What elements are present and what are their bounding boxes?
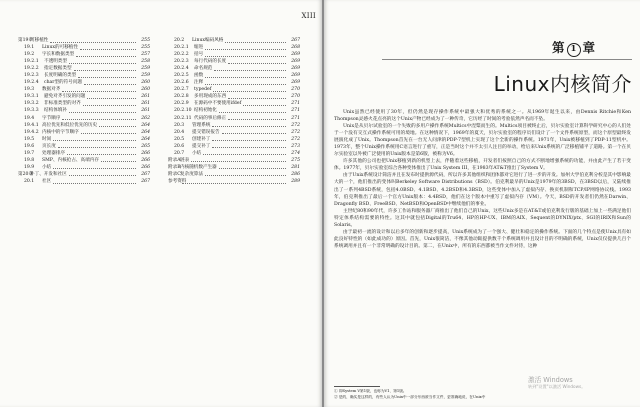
- toc-entry-number: 20.2.4: [174, 66, 189, 72]
- toc-entry: [168, 37, 300, 44]
- toc-leader-dots: [78, 77, 136, 78]
- toc-entry: [168, 100, 300, 107]
- toc-entry-number: 19.8: [24, 157, 35, 163]
- toc-entry-page: 261: [141, 108, 150, 114]
- chapter-divider: [382, 59, 632, 60]
- toc-entry-number: 19.2.1: [24, 59, 39, 65]
- toc-entry-title: 数据对齐: [42, 87, 61, 93]
- chapter-number-badge: 1: [567, 43, 581, 57]
- toc-entry-title: 括号: [194, 52, 204, 58]
- toc-entry: [18, 136, 150, 143]
- footnote: ② 是的，确实是这样的，有些人认为Unix中一部分东西被当作文件，更准确地说，在Unix中: [334, 394, 486, 399]
- toc-leader-dots: [80, 49, 136, 50]
- toc-entry: [18, 107, 150, 114]
- toc-entry: [18, 79, 150, 86]
- watermark-subtitle: 转到"设置"以激活 Windows。: [528, 384, 586, 389]
- toc-entry-page: 267: [141, 171, 150, 177]
- toc-entry-page: 266: [141, 157, 150, 163]
- toc-entry: [168, 178, 300, 185]
- chapter-label: [552, 38, 595, 57]
- footnote-divider: [334, 386, 380, 387]
- toc-entry-title: 处理器排序: [42, 150, 65, 156]
- toc-leader-dots: [58, 147, 136, 148]
- toc-entry-title: 补丁、开发和社区: [30, 171, 67, 177]
- footnote: ① 即System V第1版，也称为V1、第1版。: [334, 389, 407, 393]
- toc-entry: [168, 129, 300, 136]
- toc-entry-number: 19.4: [24, 115, 35, 121]
- toc-entry-page: 289: [291, 178, 300, 184]
- toc-entry-number: 19.2.4: [24, 80, 39, 86]
- toc-entry-title: 字长和数据类型: [42, 52, 75, 58]
- toc-entry-page: 272: [291, 129, 300, 135]
- toc-entry-title: 提交错误报告: [192, 129, 220, 135]
- toc-entry-title: 结构体填补: [44, 108, 67, 114]
- body-paragraph: Unix是从贝尔试验室的一个失败的多用户操作系统Multics中涅槃而生的。Multics项目被终止后，贝尔实验室计算科学研究中心的人们处于一个没有交互式操作系统可用的境地。在这种情况下，1969年的夏天，贝尔实验室的程序员们设计了一个文件系统原型，而这个原型最终发展演化成了Unix。Thompson首先在一台无人问津的PDP-7型机上实现了这个全新的操作系统。1971年，Unix被移植到了PDP-11型机中。1973年，整个Unix操作系统用C语言进行了重写，正是当时这个并不太引人注目的举动，给后来Unix系统的广泛移植铺平了道路。第一个在贝尔实验室以外被广泛使用的Unix版本是第6版，被称为V6。: [334, 124, 631, 158]
- toc-entry: [18, 150, 150, 157]
- page-number: XIII: [301, 12, 316, 20]
- toc-entry: [168, 51, 300, 58]
- toc-entry: [18, 171, 150, 178]
- toc-entry-page: 281: [291, 164, 300, 170]
- toc-entry-title: 每行代码的长度: [194, 59, 227, 65]
- toc-entry-title: 长度明确的类型: [44, 73, 77, 79]
- toc-entry-page: 270: [291, 87, 300, 93]
- toc-entry: [168, 171, 300, 178]
- toc-entry: [18, 143, 150, 150]
- toc-leader-dots: [205, 49, 286, 50]
- toc-entry-number: 19.2: [24, 52, 35, 58]
- toc-entry-number: 20.5: [174, 136, 185, 142]
- toc-entry-title: 避免对齐引发的问题: [44, 94, 86, 100]
- toc-entry-page: 255: [141, 45, 150, 51]
- toc-entry-page: 258: [141, 59, 150, 65]
- toc-leader-dots: [62, 119, 136, 120]
- toc-leader-dots: [84, 84, 136, 85]
- toc-entry-title: 小结: [192, 150, 202, 156]
- toc-entry-number: 20.1: [24, 178, 35, 184]
- chapter-title: Linux内核简介: [493, 72, 632, 96]
- toc-entry-title: 页长度: [42, 143, 56, 149]
- toc-leader-dots: [76, 56, 136, 57]
- toc-entry-page: 260: [141, 80, 150, 86]
- toc-entry-title: 管理系统: [192, 122, 211, 128]
- toc-entry-number: 20.2.5: [174, 73, 189, 79]
- toc-entry-page: 270: [291, 94, 300, 100]
- toc-entry-title: 指定数据类型: [44, 66, 72, 72]
- toc-entry: [18, 178, 150, 185]
- toc-leader-dots: [205, 77, 286, 78]
- toc-entry: [168, 150, 300, 157]
- toc-leader-dots: [69, 175, 136, 176]
- toc-leader-dots: [83, 105, 136, 106]
- toc-leader-dots: [219, 168, 286, 169]
- toc-entry: [18, 93, 150, 100]
- toc-entry-number: 20.2.7: [174, 87, 189, 93]
- toc-entry-page: 264: [141, 129, 150, 135]
- toc-entry-title: 内核随机数产生器: [180, 164, 217, 170]
- toc-entry: [168, 164, 300, 171]
- toc-entry: [18, 72, 150, 79]
- toc-entry: [168, 86, 300, 93]
- toc-leader-dots: [228, 63, 286, 64]
- body-paragraph: 许多其他的公司也把Unix移植到新的机型上去，伴随着这些移植，开发者们按照自己的方式不断地增强系统的功能，并由此产生了若干变体。1977年，贝尔实验室综合各种变体推出了Unix System III，在1983年AT&T推出了System V。: [334, 159, 631, 172]
- toc-leader-dots: [205, 175, 286, 176]
- toc-leader-dots: [214, 70, 286, 71]
- toc-entry: [168, 136, 300, 143]
- toc-entry-number: 20.2: [174, 38, 185, 43]
- footnotes: [334, 389, 631, 400]
- toc-entry-number: 20.2.1: [174, 45, 189, 51]
- toc-entry-number: 19.4.1: [24, 122, 39, 128]
- toc-leader-dots: [212, 126, 286, 127]
- toc-column-2: [168, 37, 300, 185]
- toc-entry-page: 274: [291, 150, 300, 156]
- toc-entry-title: 非标准类型的对齐: [44, 101, 81, 107]
- toc-entry-page: 267: [141, 178, 150, 184]
- toc-entry-title: Linux编码风格: [192, 38, 224, 43]
- toc-entry-number: 附录C: [168, 171, 181, 177]
- toc-leader-dots: [205, 84, 286, 85]
- toc-leader-dots: [182, 183, 286, 184]
- toc-entry-number: 19.9: [24, 164, 35, 170]
- toc-entry: [18, 122, 150, 129]
- toc-entry-title: 缩进: [194, 45, 204, 51]
- toc-entry-page: 266: [141, 164, 150, 170]
- toc-entry-number: 19.4.2: [24, 129, 39, 135]
- toc-entry-page: 272: [291, 136, 300, 142]
- toc-entry-page: 264: [141, 122, 150, 128]
- toc-entry-number: 20.2.3: [174, 59, 189, 65]
- toc-entry-title: 注释: [194, 80, 204, 86]
- toc-entry-title: 社区: [42, 178, 52, 184]
- activation-watermark: [528, 376, 636, 390]
- toc-leader-dots: [50, 42, 136, 43]
- toc-entry-page: 269: [291, 59, 300, 65]
- toc-entry-page: 264: [141, 136, 150, 142]
- toc-entry: [18, 44, 150, 51]
- toc-entry: [18, 37, 150, 44]
- toc-entry-title: typedef: [194, 87, 212, 93]
- toc-leader-dots: [219, 112, 286, 113]
- toc-entry: [168, 93, 300, 100]
- toc-entry: [168, 115, 300, 122]
- toc-entry-title: Linux的可移植性: [42, 45, 78, 51]
- toc-entry-title: char型的符号问题: [44, 80, 83, 86]
- toc-entry-number: 20.3: [174, 122, 185, 128]
- toc-entry-title: 创建补丁: [192, 136, 211, 142]
- toc-entry-number: 20.4: [174, 129, 185, 135]
- toc-leader-dots: [101, 161, 136, 162]
- toc-entry-number: 19.3.3: [24, 108, 39, 114]
- toc-entry-title: 高位优先和低位优先的历史: [42, 122, 98, 128]
- toc-entry-number: 19.5: [24, 136, 35, 142]
- toc-leader-dots: [212, 140, 286, 141]
- toc-entry-number: 19.3.1: [24, 94, 39, 100]
- toc-entry-number: 20.2.11: [174, 115, 192, 121]
- toc-entry: [168, 79, 300, 86]
- toc-entry: [168, 72, 300, 79]
- toc-entry: [18, 86, 150, 93]
- toc-entry-page: 259: [141, 73, 150, 79]
- toc-entry-number: 19.1: [24, 45, 35, 51]
- toc-leader-dots: [81, 133, 136, 134]
- toc-leader-dots: [74, 70, 136, 71]
- body-paragraph: Unix虽然已经使用了30年，但仍然是现存操作系统中最强大和优秀的系统之一。从1969年诞生以来，由Dennis Ritchie和Ken Thompson灵感火花点亮的这个Unix产物已经成为了一种传奇，它历经了时间的考验依然声名而不坠。: [334, 110, 631, 123]
- toc-entry: [18, 100, 150, 107]
- toc-entry-page: 271: [291, 115, 300, 121]
- toc-entry-title: 复杂度算法: [180, 171, 203, 177]
- toc-entry-page: 269: [291, 66, 300, 72]
- toc-entry-number: 第19章: [18, 38, 34, 43]
- toc-leader-dots: [203, 154, 286, 155]
- toc-leader-dots: [87, 98, 136, 99]
- toc-entry-number: 20.2.6: [174, 80, 189, 86]
- toc-entry-title: 代码的事后修正: [194, 115, 227, 121]
- toc-leader-dots: [99, 126, 136, 127]
- toc-entry-page: 272: [291, 122, 300, 128]
- toc-leader-dots: [67, 154, 136, 155]
- toc-entry-page: 259: [141, 66, 150, 72]
- toc-entry-page: 261: [141, 94, 150, 100]
- toc-entry-number: 20.2.2: [174, 52, 189, 58]
- toc-entry: [18, 115, 150, 122]
- toc-entry-page: 266: [141, 150, 150, 156]
- toc-leader-dots: [228, 119, 286, 120]
- toc-entry-title: 链表: [180, 157, 190, 163]
- toc-entry: [168, 157, 300, 164]
- toc-leader-dots: [243, 105, 286, 106]
- toc-entry-title: 字节顺序: [42, 115, 61, 121]
- toc-entry-title: 多用现成的东西: [194, 94, 227, 100]
- toc-entry-page: 271: [291, 101, 300, 107]
- toc-entry-number: 19.3.2: [24, 101, 39, 107]
- toc-entry-page: 269: [291, 80, 300, 86]
- toc-entry-page: 286: [291, 171, 300, 177]
- toc-entry: [18, 164, 150, 171]
- toc-leader-dots: [225, 42, 286, 43]
- toc-entry: [18, 58, 150, 65]
- toc-entry-title: 结构初始化: [194, 108, 217, 114]
- chapter-suffix: 章: [582, 40, 596, 55]
- toc-entry-title: 提交补丁: [192, 143, 211, 149]
- toc-entry-number: 20.2.10: [174, 108, 192, 114]
- toc-entry: [18, 51, 150, 58]
- toc-column-1: [18, 37, 150, 185]
- toc-leader-dots: [53, 140, 136, 141]
- toc-entry-number: 19.3: [24, 87, 35, 93]
- toc-entry-number: 19.7: [24, 150, 35, 156]
- toc-entry-page: 257: [141, 52, 150, 58]
- toc-leader-dots: [53, 183, 136, 184]
- toc-leader-dots: [53, 168, 136, 169]
- toc-leader-dots: [213, 91, 286, 92]
- toc-entry-title: SMP、内核抢占、高端内存: [42, 157, 99, 163]
- toc-entry-number: 20.7: [174, 150, 185, 156]
- toc-entry-number: 附录B: [168, 164, 181, 170]
- toc-entry-title: 时间: [42, 136, 52, 142]
- watermark-title: 激活 Windows: [528, 376, 573, 384]
- toc-entry-title: 可移植性: [30, 38, 49, 43]
- toc-entry-title: 在源码中不要使用ifdef: [194, 101, 242, 107]
- toc-entry-number: 19.6: [24, 143, 35, 149]
- toc-entry: [168, 58, 300, 65]
- body-paragraph: 由于最初一流的设计和以后多年的创新和逐步提高，Unix系统成为了一个强大、健壮和稳定的操作系统。下面的几个特点是使Unix具有如此良好特性的（如此成功的）原因。首先，Unix很简洁，不像其他动辄提供数千个系统调用并且设计目的不明确的系统，Unix仅仅提供几百个系统调用并且有一个非常明确的设计目的。第二，在Unix中，所有的东西都被当作文件对待，这种: [334, 229, 631, 249]
- toc-entry-title: 内核中的字节顺序: [42, 129, 79, 135]
- chapter-prefix: 第: [552, 40, 565, 55]
- toc-entry-number: 20.2.8: [174, 94, 189, 100]
- toc-entry-number: 20.2.9: [174, 101, 189, 107]
- toc-entry-page: 273: [291, 143, 300, 149]
- toc-leader-dots: [69, 112, 136, 113]
- toc-entry-page: 269: [291, 52, 300, 58]
- toc-entry: [168, 122, 300, 129]
- toc-entry-number: 19.2.2: [24, 66, 39, 72]
- toc-entry: [168, 65, 300, 72]
- toc-entry-page: 260: [141, 87, 150, 93]
- toc-leader-dots: [222, 133, 286, 134]
- toc-entry-number: 第20章: [18, 171, 34, 177]
- toc-entry: [168, 107, 300, 114]
- toc-leader-dots: [191, 161, 286, 162]
- toc-entry-page: 275: [291, 157, 300, 163]
- toc-entry: [18, 129, 150, 136]
- toc-entry-page: 261: [141, 101, 150, 107]
- toc-leader-dots: [212, 147, 286, 148]
- toc-leader-dots: [205, 56, 286, 57]
- toc-entry-page: 255: [141, 38, 150, 43]
- toc-entry: [18, 65, 150, 72]
- toc-entry: [18, 157, 150, 164]
- toc-entry-number: 参考资料: [168, 178, 187, 184]
- body-paragraph: 主世纪80和90年代，许多工作站和服务器厂商推出了他们自己的Unix，这些Unix多是在AT&T或伯克利发行版的基础上加上一些满足他们特定体系结构需要的特性。这其中就包括Digital的Tru64、HP的HP-UX、IBM的AIX、Sequent的DYNIX/ptx、SGI的IRIX和Sun的Solaris。: [334, 208, 631, 228]
- toc-leader-dots: [228, 98, 286, 99]
- toc-entry-page: 271: [291, 108, 300, 114]
- toc-entry-page: 267: [291, 38, 300, 43]
- toc-entry-page: 262: [141, 115, 150, 121]
- toc-entry-number: 20.6: [174, 143, 185, 149]
- toc-entry-number: 附录A: [168, 157, 181, 163]
- toc-entry-title: 函数: [194, 73, 204, 79]
- toc-leader-dots: [62, 91, 136, 92]
- toc-entry-page: 269: [291, 73, 300, 79]
- toc-entry-title: 命名规范: [194, 66, 213, 72]
- toc-entry-title: 不透明类型: [44, 59, 67, 65]
- toc-entry-page: 265: [141, 143, 150, 149]
- chapter-body: [334, 109, 631, 335]
- toc-entry-page: 268: [291, 45, 300, 51]
- toc-entry-title: 小结: [42, 164, 52, 170]
- toc-leader-dots: [69, 63, 136, 64]
- body-paragraph: 由于Unix系统设计简洁并且在发布时提供源代码，所以许多其他组织和团体都对它进行了进一步的开发。加州大学伯克利分校是其中影响最大的一个，他们推出的变体叫Berkeley Software Distributions（BSD）。伯克利最早的Unix是1979年的3BSD，在3BSD以后，又陆续推出了一系列4BSD系统，包括4.0BSD、4.1BSD、4.2BSD和4.3BSD，这些变体中加入了虚拟内存、换页机制和TCP/IP网络协议栈。1993年，伯克利推出了最后一个官方Unix版本：4.4BSD，他们在这个版本中重写了虚拟内存（VM）。今天，BSD的开发者们仍然在Darwin、Dragonfly BSD、FreeBSD、NetBSD和OpenBSD中继续他们的事业。: [334, 173, 631, 207]
- toc-entry: [168, 143, 300, 150]
- toc-entry-number: 19.2.3: [24, 73, 39, 79]
- toc-entry: [168, 44, 300, 51]
